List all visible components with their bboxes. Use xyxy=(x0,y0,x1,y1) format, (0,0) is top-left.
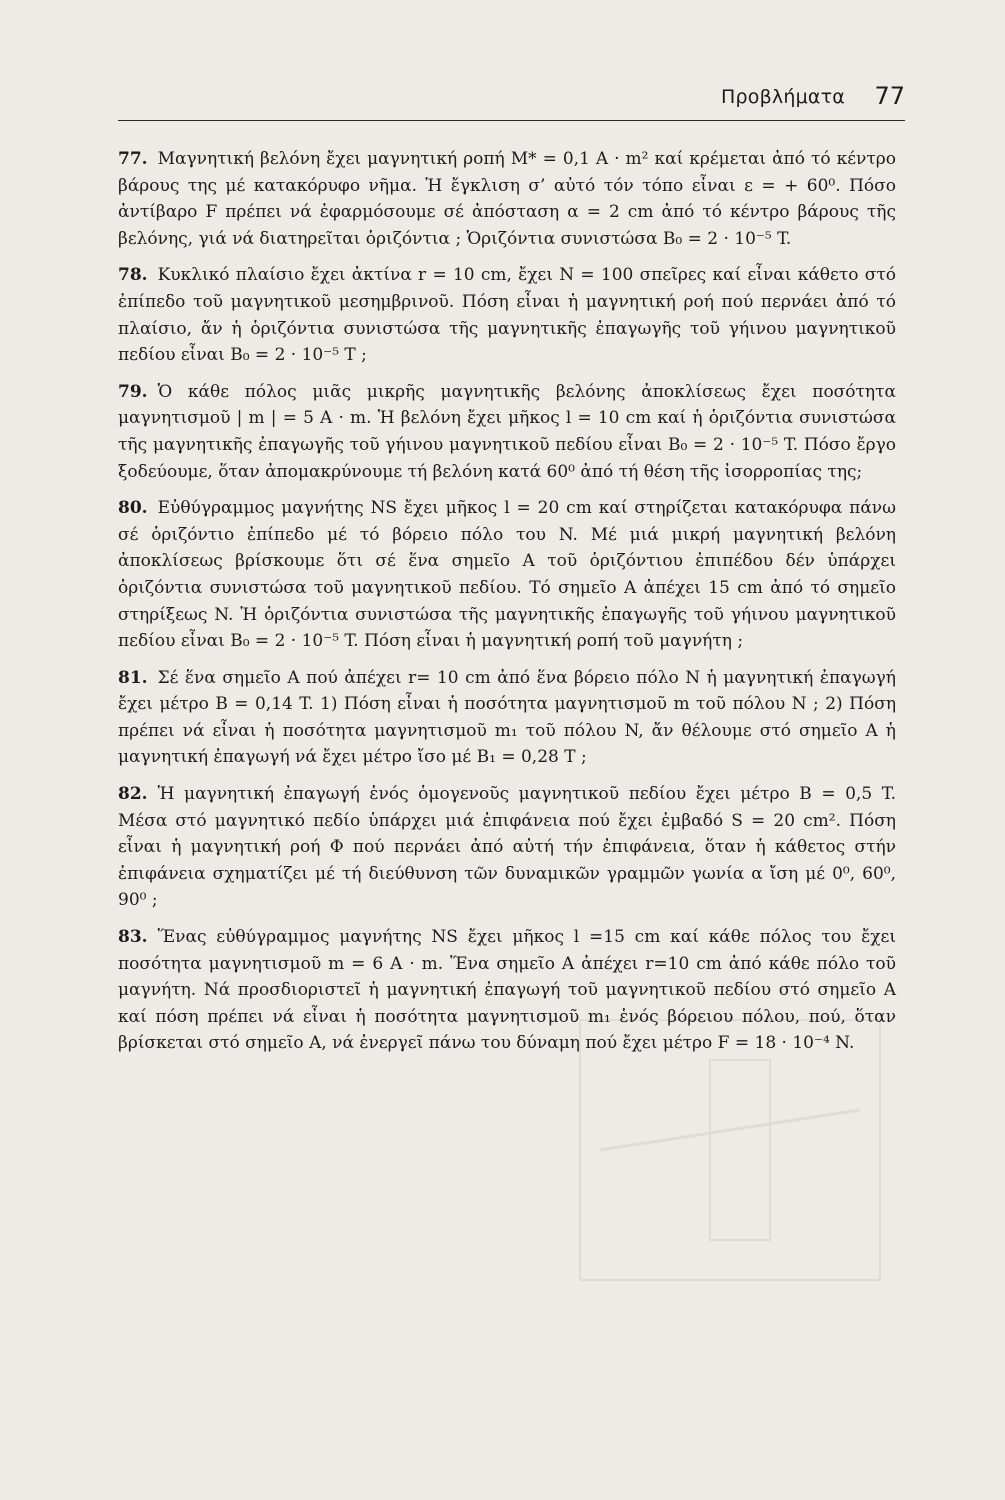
page-number: 77 xyxy=(874,82,905,110)
problem-number: 83. xyxy=(118,927,148,948)
problem-text: Κυκλικό πλαίσιο ἔχει ἀκτίνα r = 10 cm, ἔχει N = 100 σπεῖρες καί εἶναι κάθετο στό ἐπίπεδο τοῦ μαγνητικοῦ μεσημβρινοῦ. Πόση εἶναι ἡ μαγνητική ροή πού περνάει ἀπό τό πλαίσιο, ἄν ἡ ὁριζόντια συνιστώσα τῆς μαγνητικῆς ἐπαγωγῆς τοῦ γήινου μαγνητικοῦ πεδίου εἶναι B₀ = 2 · 10⁻⁵ T ; xyxy=(118,265,896,366)
problem-number: 82. xyxy=(118,784,148,805)
problem-number: 81. xyxy=(118,667,148,688)
problem-79 xyxy=(118,379,896,485)
problem-80 xyxy=(118,495,896,655)
page-header xyxy=(118,84,905,121)
problem-77 xyxy=(118,146,896,252)
problem-text: Μαγνητική βελόνη ἔχει μαγνητική ροπή M* = 0,1 A · m² καί κρέμεται ἀπό τό κέντρο βάρους της μέ κατακόρυφο νῆμα. Ἡ ἔγκλιση σ’ αὐτό τόν τόπο εἶναι ε = + 60⁰. Πόσο ἀντίβαρο F πρέπει νά ἐφαρμόσουμε σέ ἀπόσταση α = 2 cm ἀπό τό κέντρο βάρους τῆς βελόνης, γιά νά διατηρεῖται ὁριζόντια ; Ὁριζόντια συνιστώσα B₀ = 2 · 10⁻⁵ T. xyxy=(118,149,896,249)
problem-text: Ἕνας εὐθύγραμμος μαγνήτης NS ἔχει μῆκος l =15 cm καί κάθε πόλος του ἔχει ποσότητα μαγνητισμοῦ m = 6 A · m. Ἕνα σημεῖο A ἀπέχει r=10 cm ἀπό κάθε πόλο τοῦ μαγνήτη. Νά προσδιοριστεῖ ἡ μαγνητική ἐπαγωγή τοῦ μαγνητικοῦ πεδίου στό σημεῖο A καί πόση πρέπει νά εἶναι ἡ ποσότητα μαγνητισμοῦ m₁ ἑνός βόρειου πόλου, πού, ὅταν βρίσκεται στό σημεῖο A, νά ἐνεργεῖ πάνω του δύναμη πού ἔχει μέτρο F = 18 · 10⁻⁴ N. xyxy=(118,927,896,1054)
bleed-through-figure xyxy=(560,1000,900,1330)
problem-number: 78. xyxy=(118,265,148,286)
problem-text: Σέ ἕνα σημεῖο A πού ἀπέχει r= 10 cm ἀπό ἕνα βόρειο πόλο N ἡ μαγνητική ἐπαγωγή ἔχει μέτρο B = 0,14 T. 1) Πόση εἶναι ἡ ποσότητα μαγνητισμοῦ m τοῦ πόλου N ; 2) Πόση πρέπει νά εἶναι ἡ ποσότητα μαγνητισμοῦ m₁ τοῦ πόλου N, ἄν θέλουμε στό σημεῖο A ἡ μαγνητική ἐπαγωγή νά ἔχει μέτρο ἴσο μέ B₁ = 0,28 T ; xyxy=(118,667,896,768)
problem-81 xyxy=(118,665,896,771)
problem-text: Εὐθύγραμμος μαγνήτης NS ἔχει μῆκος l = 20 cm καί στηρίζεται κατακόρυφα πάνω σέ ὁριζόντιο ἐπίπεδο μέ τό βόρειο πόλο του N. Μέ μιά μικρή μαγνητική βελόνη ἀποκλίσεως βρίσκουμε ὅτι σέ ἕνα σημεῖο A τοῦ ὁριζόντιου ἐπιπέδου δέν ὑπάρχει ὁριζόντια συνιστώσα τοῦ μαγνητικοῦ πεδίου. Τό σημεῖο A ἀπέχει 15 cm ἀπό τό σημεῖο στηρίξεως N. Ἡ ὁριζόντια συνιστώσα τῆς μαγνητικῆς ἐπαγωγῆς τοῦ γήινου μαγνητικοῦ πεδίου εἶναι B₀ = 2 · 10⁻⁵ T. Πόση εἶναι ἡ μαγνητική ροπή τοῦ μαγνήτη ; xyxy=(118,498,896,652)
problem-number: 80. xyxy=(118,498,148,519)
problem-list xyxy=(118,146,896,1067)
problem-text: Ἡ μαγνητική ἐπαγωγή ἑνός ὁμογενοῦς μαγνητικοῦ πεδίου ἔχει μέτρο B = 0,5 T. Μέσα στό μαγνητικό πεδίο ὑπάρχει μιά ἐπιφάνεια πού ἔχει ἐμβαδό S = 20 cm². Πόση εἶναι ἡ μαγνητική ροή Φ πού περνάει ἀπό αὐτή τήν ἐπιφάνεια, ὅταν ἡ κάθετος στήν ἐπιφάνεια σχηματίζει μέ τή διεύθυνση τῶν δυναμικῶν γραμμῶν γωνία α ἴση μέ 0⁰, 60⁰, 90⁰ ; xyxy=(118,784,896,911)
problem-82 xyxy=(118,781,896,914)
problem-78 xyxy=(118,262,896,368)
running-title: Προβλήματα xyxy=(721,86,845,108)
problem-number: 77. xyxy=(118,149,148,169)
problem-number: 79. xyxy=(118,381,148,402)
problem-text: Ὁ κάθε πόλος μιᾶς μικρῆς μαγνητικῆς βελόνης ἀποκλίσεως ἔχει ποσότητα μαγνητισμοῦ | m | = 5 A · m. Ἡ βελόνη ἔχει μῆκος l = 10 cm καί ἡ ὁριζόντια συνιστώσα τῆς μαγνητικῆς ἐπαγωγῆς τοῦ γήινου μαγνητικοῦ πεδίου εἶναι B₀ = 2 · 10⁻⁵ T. Πόσο ἔργο ξοδεύουμε, ὅταν ἀπομακρύνουμε τή βελόνη κατά 60⁰ ἀπό τή θέση τῆς ἰσορροπίας της; xyxy=(118,381,896,482)
